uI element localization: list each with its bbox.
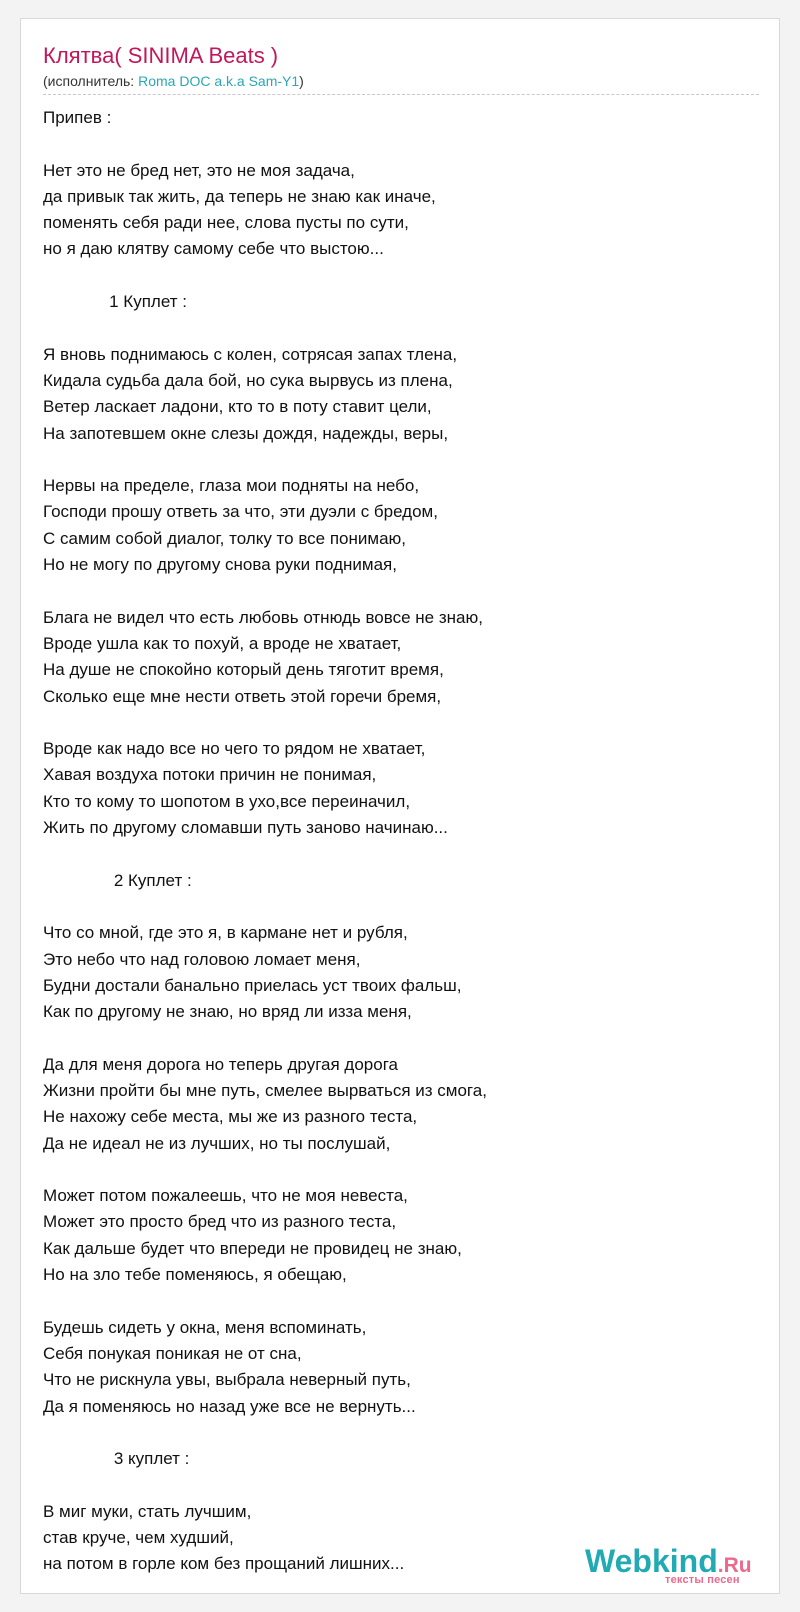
lyric-line: Может потом пожалеешь, что не моя невеста, <box>43 1186 408 1206</box>
lyric-line: Как дальше будет что впереди не провидец не знаю, <box>43 1238 462 1258</box>
lyric-line: Да я поменяюсь но назад уже все не вернуть... <box>43 1396 416 1416</box>
lyric-line: Да для меня дорога но теперь другая дорога <box>43 1054 398 1074</box>
lyric-blank-line <box>43 131 743 157</box>
lyric-blank-line <box>43 578 743 604</box>
lyric-line: Хавая воздуха потоки причин не понимая, <box>43 765 377 785</box>
lyric-line: Нервы на пределе, глаза мои подняты на небо, <box>43 476 420 496</box>
lyric-line: Кидала судьба дала бой, но сука вырвусь из плена, <box>43 370 453 390</box>
lyric-line: Но на зло тебе поменяюсь, я обещаю, <box>43 1265 347 1285</box>
lyric-blank-line <box>43 1288 743 1314</box>
lyric-blank-line <box>43 841 743 867</box>
lyric-line: В миг муки, стать лучшим, <box>43 1501 252 1521</box>
lyric-blank-line <box>43 1157 743 1183</box>
lyric-line: на потом в горле ком без прощаний лишних... <box>43 1554 405 1574</box>
lyric-line: Будни достали банально приелась уст твоих фальш, <box>43 975 462 995</box>
lyric-line: Блага не видел что есть любовь отнюдь вовсе не знаю, <box>43 607 483 627</box>
lyric-line: Господи прошу ответь за что, эти дуэли с бредом, <box>43 502 438 522</box>
webkind-logo[interactable] <box>585 1545 771 1589</box>
lyric-line: Вроде ушла как то похуй, а вроде не хватает, <box>43 633 402 653</box>
lyric-blank-line <box>43 1420 743 1446</box>
lyric-line: Жить по другому сломавши путь заново начинаю... <box>43 818 448 838</box>
lyric-line: Вроде как надо все но чего то рядом не хватает, <box>43 739 426 759</box>
lyric-line: Будешь сидеть у окна, меня вспоминать, <box>43 1317 367 1337</box>
lyric-line: Да не идеал не из лучших, но ты послушай, <box>43 1133 391 1153</box>
artist-suffix: ) <box>299 73 304 89</box>
logo-main-text: Webkind <box>585 1543 718 1579</box>
lyric-line: Как по другому не знаю, но вряд ли изза меня, <box>43 1002 412 1022</box>
lyric-line: поменять себя ради нее, слова пусты по сути, <box>43 213 409 233</box>
lyric-line: Жизни пройти бы мне путь, смелее вырваться из смога, <box>43 1080 487 1100</box>
lyric-line: да привык так жить, да теперь не знаю как иначе, <box>43 186 436 206</box>
lyric-line: Сколько еще мне нести ответь этой горечи бремя, <box>43 686 442 706</box>
artist-line <box>43 71 757 91</box>
logo-domain: .Ru <box>717 1554 752 1577</box>
song-header <box>43 41 757 95</box>
lyric-line: Нет это не бред нет, это не моя задача, <box>43 160 355 180</box>
lyric-blank-line <box>43 447 743 473</box>
lyric-line: На душе не спокойно который день тяготит время, <box>43 660 444 680</box>
lyric-line: Но не могу по другому снова руки поднимая, <box>43 555 397 575</box>
logo-tagline: тексты песен <box>665 1574 740 1586</box>
lyric-line: но я даю клятву самому себе что выстою... <box>43 239 384 259</box>
lyric-line: 2 Куплет : <box>43 870 192 890</box>
lyric-blank-line <box>43 1025 743 1051</box>
lyric-line: став круче, чем худший, <box>43 1528 234 1548</box>
lyric-line: Себя понукая поникая не от сна, <box>43 1343 302 1363</box>
lyric-blank-line <box>43 894 743 920</box>
lyric-blank-line <box>43 263 743 289</box>
lyric-blank-line <box>43 315 743 341</box>
lyric-blank-line <box>43 710 743 736</box>
artist-link[interactable]: Roma DOC a.k.a Sam-Y1 <box>138 73 300 89</box>
lyric-line: На запотевшем окне слезы дождя, надежды, веры, <box>43 423 449 443</box>
lyric-line: 3 куплет : <box>43 1449 190 1469</box>
lyric-line: Что со мной, где это я, в кармане нет и рубля, <box>43 923 408 943</box>
lyric-line: Кто то кому то шопотом в ухо,все переиначил, <box>43 791 411 811</box>
artist-prefix: (исполнитель: <box>43 73 139 89</box>
lyric-line: Припев : <box>43 108 112 127</box>
lyric-line: Это небо что над головою ломает меня, <box>43 949 361 969</box>
lyric-line: Я вновь поднимаюсь с колен, сотрясая запах тлена, <box>43 344 458 364</box>
lyric-line: С самим собой диалог, толку то все понимаю, <box>43 528 407 548</box>
lyrics-page <box>20 18 780 1594</box>
lyrics-text <box>43 105 743 1578</box>
header-divider <box>43 94 759 95</box>
lyric-line: Не нахожу себе места, мы же из разного теста, <box>43 1107 418 1127</box>
lyric-line: Ветер ласкает ладони, кто то в поту ставит цели, <box>43 397 432 417</box>
lyric-line: Может это просто бред что из разного теста, <box>43 1212 397 1232</box>
song-title: Клятва( SINIMA Beats ) <box>43 43 279 68</box>
lyric-line: Что не рискнула увы, выбрала неверный путь, <box>43 1370 411 1390</box>
lyric-line: 1 Куплет : <box>43 292 187 312</box>
lyric-blank-line <box>43 1472 743 1498</box>
